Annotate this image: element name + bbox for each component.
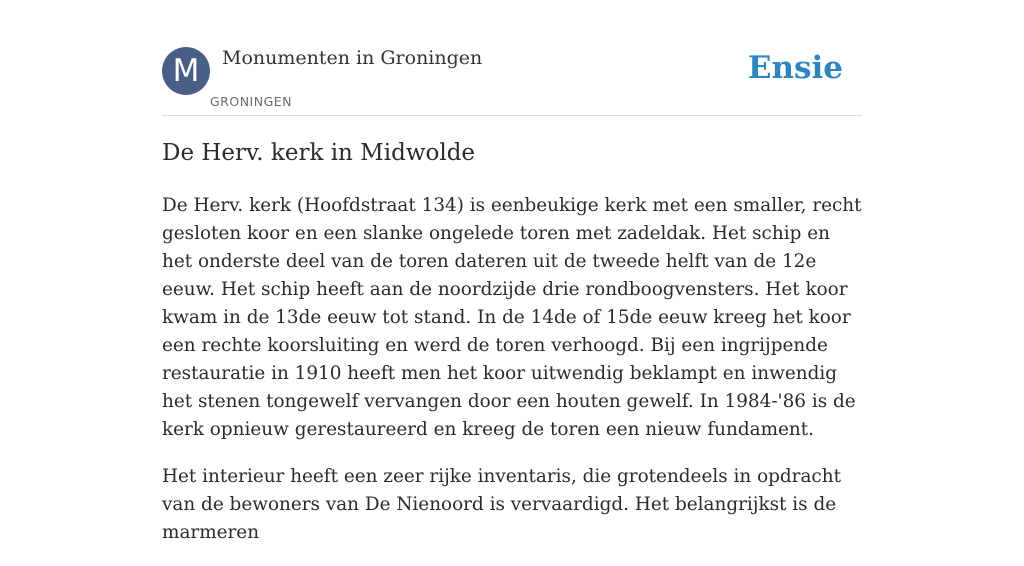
paragraph: De Herv. kerk (Hoofdstraat 134) is eenbeukige kerk met een smaller, recht gesloten koor en een slanke ongelede toren met zadeldak. Het schip en het onderste deel van de toren dateren uit de tweede helft van de 12e eeuw. Het schip heeft aan de noordzijde drie rondboogvensters. Het koor kwam in de 13de eeuw tot stand. In de 14de of 15de eeuw kreeg het koor een rechte koorsluiting en werd de toren verhoogd. Bij een ingrijpende restauratie in 1910 heeft men het koor uitwendig beklampt en inwendig het stenen tongewelf vervangen door een houten gewelf. In 1984-'86 is de kerk opnieuw gerestaureerd en kreeg de toren een nieuw fundament.	[162, 195, 862, 440]
avatar[interactable]: M	[162, 47, 210, 95]
page-title: De Herv. kerk in Midwolde	[162, 140, 476, 166]
article-body	[162, 192, 862, 566]
page	[162, 0, 862, 543]
site-title-link[interactable]: Monumenten in Groningen	[222, 47, 483, 69]
brand-logo[interactable]: Ensie	[747, 50, 843, 86]
paragraph: Het interieur heeft een zeer rijke inventaris, die grotendeels in opdracht van de bewoners van De Nienoord is vervaardigd. Het belangrijkst is de marmeren	[162, 466, 841, 543]
category-link[interactable]: GRONINGEN	[210, 94, 293, 109]
header	[162, 0, 862, 116]
